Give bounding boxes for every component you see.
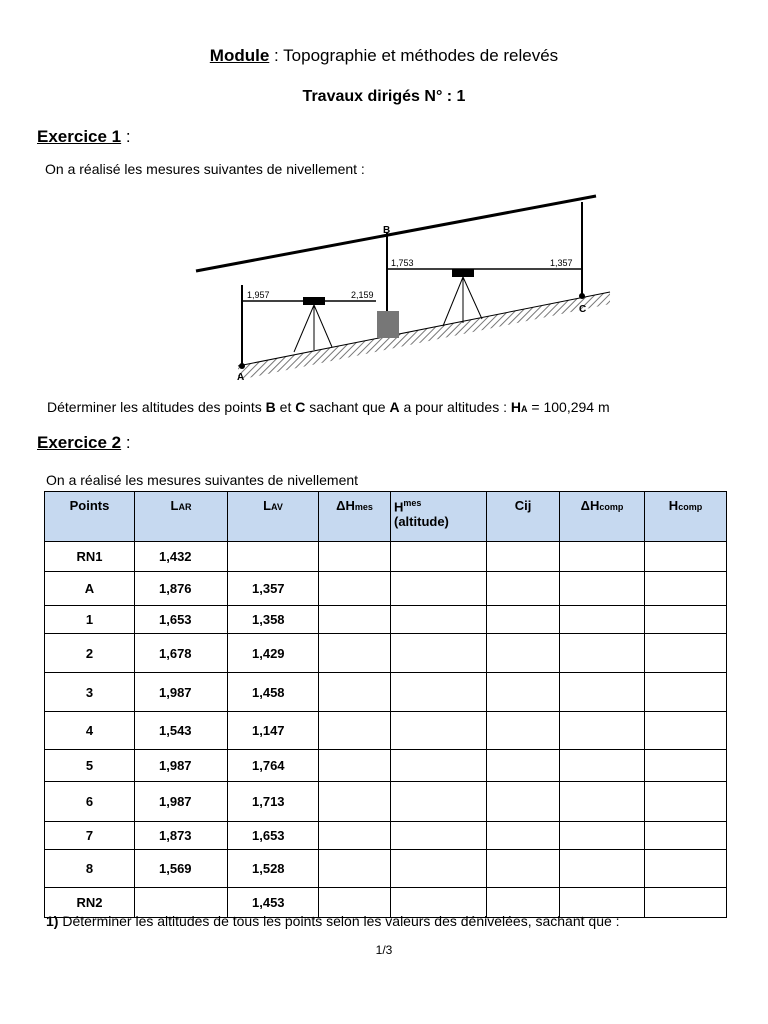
page-number: 1/3 — [375, 943, 393, 957]
col-points: Points — [45, 492, 135, 542]
q-text: Déterminer les altitudes des points — [47, 399, 266, 415]
q-text: sachant que — [305, 399, 390, 415]
table-row: A 1,876 1,357 — [45, 572, 727, 606]
col-cij: Cij — [487, 492, 560, 542]
q-h: H — [510, 399, 521, 415]
q-text: et — [275, 399, 296, 415]
col-lav: LAV — [228, 492, 319, 542]
page-subtitle: Travaux dirigés N° : 1 — [302, 88, 466, 105]
tripod-2-leg — [443, 277, 463, 326]
exercise2-heading-label: Exercice 2 — [37, 433, 122, 452]
module-name: : Topographie et méthodes de relevés — [269, 46, 559, 65]
q-text: = 100,294 m — [527, 399, 610, 415]
benchmark-block — [377, 311, 399, 338]
q-h-sub: A — [521, 404, 528, 414]
col-h-mes: $H^{mes}$ (altitude) — [391, 492, 487, 542]
table-row: 4 1,543 1,147 — [45, 712, 727, 750]
question1-text: Déterminer les altitudes de tous les points selon les valeurs des dénivelées, sachant que : — [58, 913, 620, 929]
module-title — [0, 46, 768, 66]
point-a-marker — [239, 363, 245, 369]
tripod-1-leg — [314, 305, 332, 347]
table-row: 2 1,678 1,429 — [45, 634, 727, 673]
question1-number: 1) — [46, 913, 59, 929]
ground-hatch — [238, 292, 610, 380]
point-c-marker — [579, 293, 585, 299]
leveling-diagram — [190, 190, 615, 385]
exercise2-heading-suffix: : — [121, 433, 131, 452]
q-point-c: C — [295, 399, 306, 415]
level-instrument-2 — [452, 269, 474, 277]
col-dh-comp: ΔHcomp — [560, 492, 645, 542]
tripod-1-leg — [294, 305, 314, 352]
level-instrument-1 — [303, 297, 325, 305]
col-lar: LAR — [135, 492, 228, 542]
reading-b-fore: 1,753 — [391, 258, 414, 268]
exercise1-heading — [37, 127, 131, 147]
table-row: 5 1,987 1,764 — [45, 750, 727, 782]
table-row: 8 1,569 1,528 — [45, 850, 727, 888]
table-header-row — [45, 492, 727, 542]
point-a-label: A — [237, 372, 245, 383]
col-dh-mes: ΔHmes — [319, 492, 391, 542]
exercise1-intro: On a réalisé les mesures suivantes de nivellement : — [45, 161, 365, 177]
table-row: 3 1,987 1,458 — [45, 673, 727, 712]
q-text: a pour altitudes : — [399, 399, 511, 415]
q-point-a: A — [389, 399, 400, 415]
table-row: 1 1,653 1,358 — [45, 606, 727, 634]
col-h-comp: Hcomp — [645, 492, 727, 542]
table-row: RN1 1,432 — [45, 542, 727, 572]
exercise2-question1 — [46, 913, 620, 929]
exercise1-question — [47, 399, 610, 415]
leveling-table — [44, 491, 727, 918]
exercise1-heading-label: Exercice 1 — [37, 127, 122, 146]
exercise1-heading-suffix: : — [121, 127, 131, 146]
ground-line — [238, 292, 610, 366]
reading-a: 1,957 — [247, 290, 270, 300]
reading-b-back: 2,159 — [351, 290, 374, 300]
q-point-b: B — [265, 399, 276, 415]
reading-c: 1,357 — [550, 258, 573, 268]
exercise2-heading — [37, 433, 131, 453]
tripod-2-leg — [463, 277, 482, 319]
table-row: 7 1,873 1,653 — [45, 822, 727, 850]
table-row: RN2 1,453 — [45, 888, 727, 918]
point-b-label: B — [383, 225, 391, 236]
table-row: 6 1,987 1,713 — [45, 782, 727, 822]
point-c-label: C — [579, 304, 587, 315]
exercise2-intro: On a réalisé les mesures suivantes de nivellement — [46, 472, 359, 488]
module-label: Module — [209, 46, 270, 65]
